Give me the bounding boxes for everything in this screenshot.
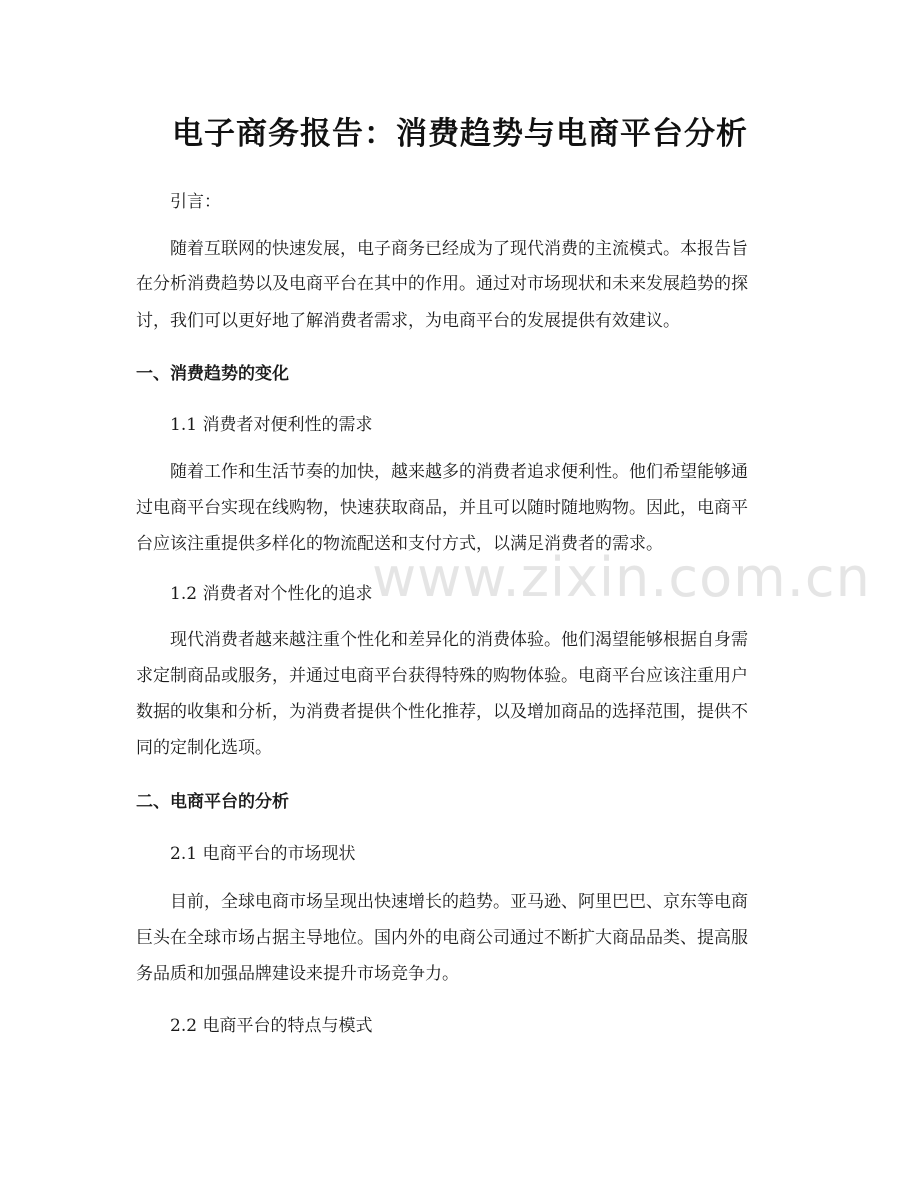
section-heading: 一、消费趋势的变化 [136, 364, 289, 384]
section-heading: 二、电商平台的分析 [136, 792, 289, 812]
watermark: www.zixin.com.cn [372, 546, 871, 609]
paragraph-line: 目前，全球电商市场呈现出快速增长的趋势。亚马逊、阿里巴巴、京东等电商 [170, 892, 748, 912]
paragraph-line: 在分析消费趋势以及电商平台在其中的作用。通过对市场现状和未来发展趋势的探 [136, 274, 748, 294]
paragraph-line: 数据的收集和分析，为消费者提供个性化推荐，以及增加商品的选择范围，提供不 [136, 702, 748, 722]
paragraph-line: 随着互联网的快速发展，电子商务已经成为了现代消费的主流模式。本报告旨 [170, 239, 748, 259]
subsection-heading: 2.2 电商平台的特点与模式 [170, 1016, 373, 1036]
paragraph-line: 巨头在全球市场占据主导地位。国内外的电商公司通过不断扩大商品品类、提高服 [136, 928, 748, 948]
paragraph-line: 求定制商品或服务，并通过电商平台获得特殊的购物体验。电商平台应该注重用户 [136, 666, 748, 686]
subsection-heading: 2.1 电商平台的市场现状 [170, 844, 356, 864]
paragraph-line: 务品质和加强品牌建设来提升市场竞争力。 [136, 964, 459, 984]
paragraph-line: 台应该注重提供多样化的物流配送和支付方式，以满足消费者的需求。 [136, 534, 663, 554]
subsection-heading: 1.2 消费者对个性化的追求 [170, 584, 373, 604]
paragraph-line: 讨，我们可以更好地了解消费者需求，为电商平台的发展提供有效建议。 [136, 311, 680, 331]
paragraph-line: 过电商平台实现在线购物，快速获取商品，并且可以随时随地购物。因此，电商平 [136, 498, 748, 518]
subsection-heading: 1.1 消费者对便利性的需求 [170, 415, 373, 435]
paragraph-line: 同的定制化选项。 [136, 738, 272, 758]
paragraph-line: 现代消费者越来越注重个性化和差异化的消费体验。他们渴望能够根据自身需 [170, 630, 748, 650]
intro-label: 引言： [170, 192, 221, 212]
paragraph-line: 随着工作和生活节奏的加快，越来越多的消费者追求便利性。他们希望能够通 [170, 462, 748, 482]
document-title: 电子商务报告：消费趋势与电商平台分析 [172, 116, 748, 152]
